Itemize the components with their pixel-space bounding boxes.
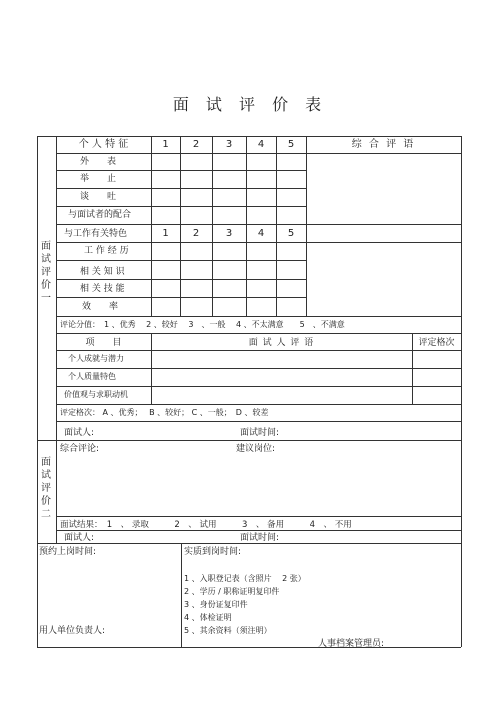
document-item: 1 、入职登记表（含照片 2 张） xyxy=(184,574,306,583)
rule xyxy=(56,206,306,207)
document-item: 2 、学历 / 职称证明复印件 xyxy=(184,587,280,596)
traits-header: 个 人 特 征 xyxy=(78,139,129,150)
rule xyxy=(56,421,461,422)
rule xyxy=(56,350,461,351)
rule xyxy=(212,136,213,316)
rule xyxy=(246,136,247,316)
rule xyxy=(276,136,277,316)
rule xyxy=(181,543,182,647)
job-row-label: 相 关 技 能 xyxy=(80,284,125,294)
score-header: 5 xyxy=(287,139,295,150)
eval-evaluator-header: 面 试 人 评 语 xyxy=(248,338,315,348)
document-item: 3 、身份证复印件 xyxy=(184,600,248,609)
rule xyxy=(56,224,461,225)
score-header: 4 xyxy=(257,228,265,239)
scheduled-date-label: 预约上岗时间: xyxy=(39,547,97,557)
job-row-label: 工 作 经 历 xyxy=(84,246,129,256)
rule xyxy=(56,516,461,517)
comment-header: 综 合 评 语 xyxy=(351,139,416,150)
eval-row-label: 个人质量特色 xyxy=(68,372,116,381)
rule xyxy=(306,136,307,316)
trait-row-label: 举 止 xyxy=(80,174,117,184)
page-title: 面 试 评 价 表 xyxy=(172,95,328,114)
rule xyxy=(56,188,306,189)
rule xyxy=(56,333,461,334)
rule xyxy=(56,242,461,243)
section-label-1: 面 试 评 价 一 xyxy=(41,241,51,304)
job-traits-header: 与工作有关特色 xyxy=(64,229,128,239)
trait-row-label: 外 表 xyxy=(80,157,117,167)
score-header: 2 xyxy=(192,139,200,150)
section-label-2: 面 试 评 价 二 xyxy=(41,457,51,520)
actual-date-label: 实质到岗时间: xyxy=(184,547,242,557)
eval-grade-header: 评定格次 xyxy=(418,338,455,348)
rule xyxy=(37,136,461,137)
rule xyxy=(461,136,462,647)
interviewer-label: 面试人: xyxy=(64,533,95,543)
hr-manager-label: 人事档案管理员: xyxy=(318,639,385,649)
eval-row-label: 个人成就与潜力 xyxy=(68,354,124,363)
interviewer-label: 面试人: xyxy=(64,428,95,438)
grade-legend: 评定格次： A 、优秀； B 、较好； C 、一般； D 、较差 xyxy=(60,408,269,417)
rule xyxy=(56,170,306,171)
job-row-label: 相 关 知 识 xyxy=(80,267,125,277)
rule xyxy=(56,279,306,280)
rule xyxy=(180,136,181,316)
rule xyxy=(56,297,306,298)
job-row-label: 效 率 xyxy=(82,302,119,312)
score-header: 1 xyxy=(162,228,169,239)
score-header: 5 xyxy=(287,228,295,239)
rule xyxy=(56,260,306,261)
rule xyxy=(56,386,461,387)
score-header: 3 xyxy=(225,139,233,150)
rule xyxy=(151,136,152,316)
score-legend: 评论分值： 1 、优秀 2 、较好 3 、一般 4 、不太满意 5 、不满意 xyxy=(60,320,345,329)
result-line: 面试结果： 1 、 录取 2 、 试用 3 、 备用 4 、 不用 xyxy=(60,520,352,530)
score-header: 2 xyxy=(192,228,200,239)
rule xyxy=(56,153,461,154)
score-header: 3 xyxy=(225,228,233,239)
overall-comment-label: 综合评论: xyxy=(60,444,100,454)
score-header: 4 xyxy=(257,139,265,150)
rule xyxy=(56,316,461,317)
rule xyxy=(56,368,461,369)
eval-row-label: 价值观与求职动机 xyxy=(64,390,128,399)
interview-time-label: 面试时间: xyxy=(240,533,280,543)
trait-row-label: 与面试者的配合 xyxy=(68,210,132,220)
document-item: 4 、体检证明 xyxy=(184,613,232,622)
eval-item-header: 项 目 xyxy=(85,338,122,348)
department-head-label: 用人单位负责人: xyxy=(39,626,106,636)
rule xyxy=(37,440,461,441)
document-item: 5 、其余资料（须注明） xyxy=(184,626,272,635)
rule xyxy=(37,647,461,648)
rule xyxy=(56,404,461,405)
suggested-post-label: 建议岗位: xyxy=(236,444,276,454)
score-header: 1 xyxy=(162,139,169,150)
rule xyxy=(37,136,38,647)
trait-row-label: 谈 吐 xyxy=(80,192,117,202)
interview-time-label: 面试时间: xyxy=(240,428,280,438)
